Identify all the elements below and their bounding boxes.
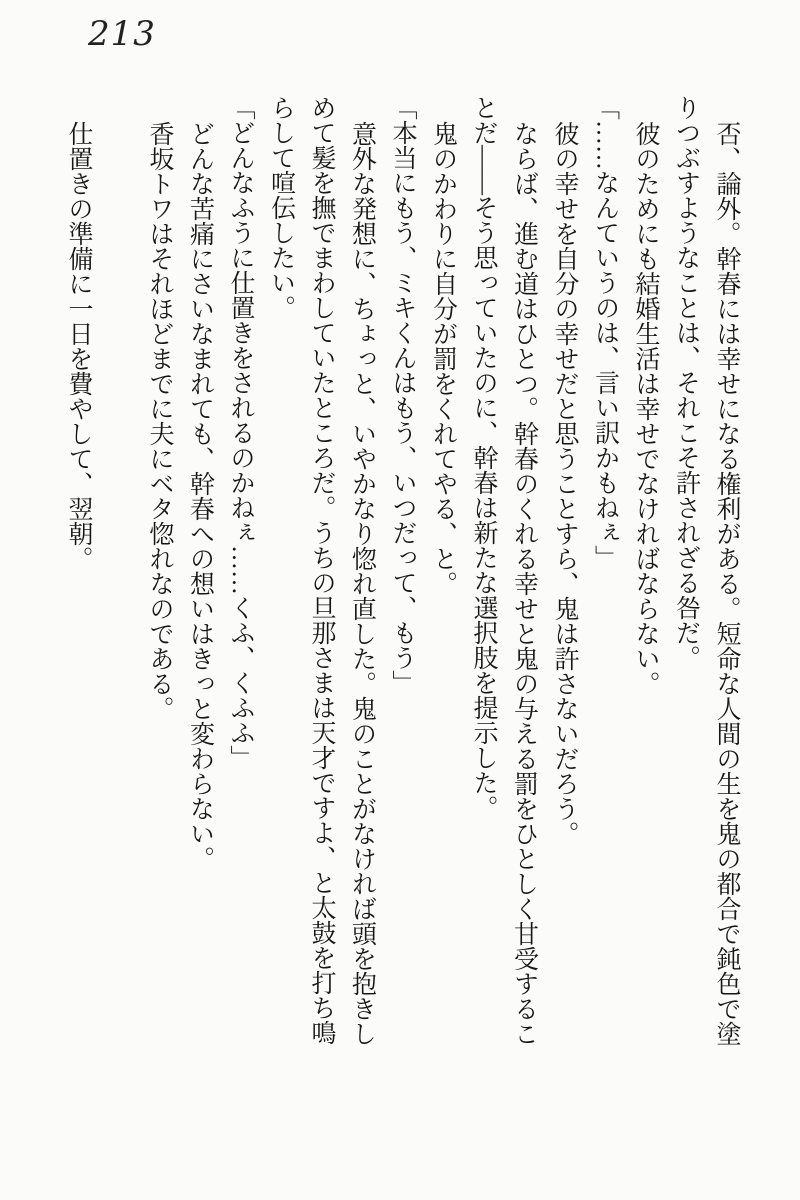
vertical-text-area <box>58 95 747 1135</box>
text-line: 鬼のかわりに自分が罰をくれてやる、と。 <box>429 121 457 596</box>
text-line: らして喧伝したい。 <box>267 95 295 320</box>
text-line: 「どんなふうに仕置きをされるのかねぇ……くふ、くふふ」 <box>227 95 254 770</box>
text-line: 「本当にもう、ミキくんはもう、いつだって、もう」 <box>389 95 416 695</box>
text-line: 彼の幸せを自分の幸せだと思うことすら、鬼は許さないだろう。 <box>551 121 578 846</box>
text-line: 否、論外。幹春には幸せになる権利がある。短命な人間の生を鬼の都合で鈍色で塗 <box>713 121 740 1046</box>
text-line: 香坂トワはそれほどまでに夫にベタ惚れなのである。 <box>146 121 173 721</box>
text-line: 意外な発想に、ちょっと、いやかなり惚れ直した。鬼のことがなければ頭を抱きし <box>348 121 376 1046</box>
text-line: ならば、進む道はひとつ。幹春のくれる幸せと鬼の与える罰をひとしく甘受するこ <box>510 121 538 1046</box>
text-line: りつぶすようなことは、それこそ許されざる咎だ。 <box>672 95 700 670</box>
text-line: 仕置きの準備に一日を費やして、翌朝。 <box>65 121 92 571</box>
page-number: 213 <box>88 14 156 54</box>
text-line: どんな苦痛にさいなまれても、幹春への想いはきっと変わらない。 <box>186 121 214 871</box>
text-line: とだ――そう思っていたのに、幹春は新たな選択肢を提示した。 <box>470 95 497 820</box>
text-line: 彼のためにも結婚生活は幸せでなければならない。 <box>632 121 659 696</box>
blank-line <box>98 95 139 1135</box>
text-line: めて髪を撫でまわしていたところだ。うちの旦那さまは天才ですよ、と太鼓を打ち鳴 <box>308 95 335 1045</box>
text-line: 「……なんていうのは、言い訳かもねぇ」 <box>591 95 619 570</box>
